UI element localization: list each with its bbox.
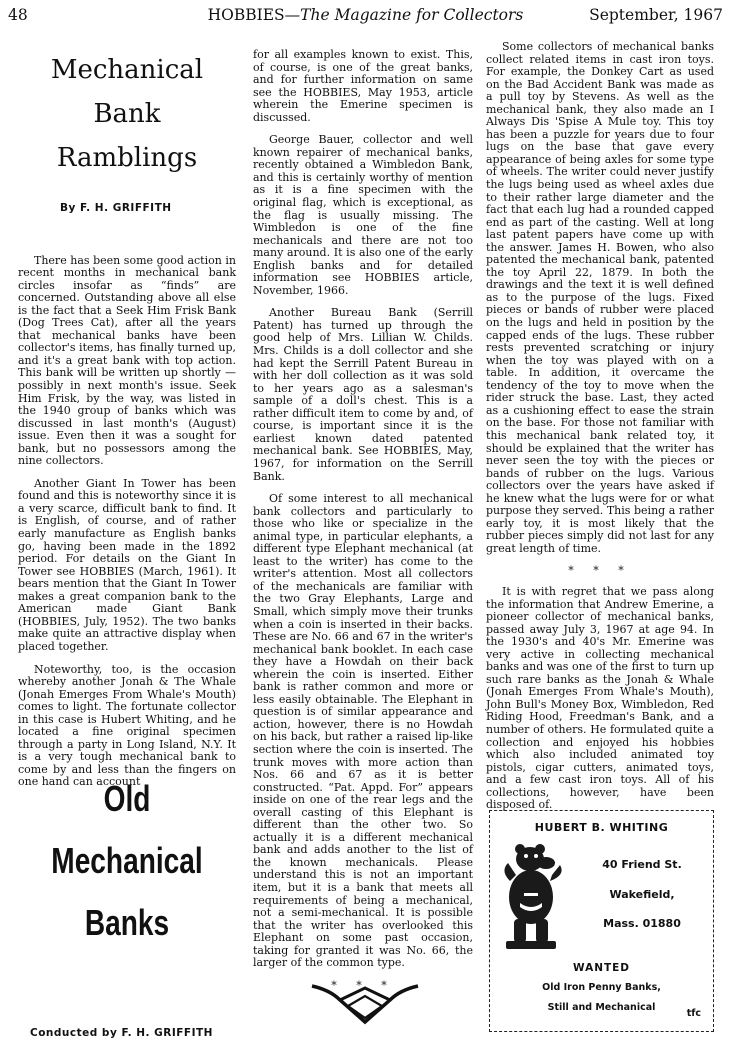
department-heading-line: Banks	[84, 902, 170, 943]
article-title-line: Mechanical	[50, 55, 204, 85]
paragraph: George Bauer, collector and well known repairer of mechanical banks, recently obtained a Wimbledon Bank, and this is certainly worthy of mention as it is a fine specimen with the original flag, which is exceptional, as the flag is usually missing. The Wimbledon is one of the fine mechanicals and there are not too many around. It is also one of the early English banks and for detailed information see HOBBIES article, November, 1966.	[253, 133, 473, 297]
page-header	[8, 6, 723, 30]
department-heading-line: Old	[103, 778, 151, 819]
column-3	[486, 41, 714, 822]
magazine-name: HOBBIES	[207, 6, 285, 24]
byline: By F. H. GRIFFITH	[60, 202, 172, 214]
advertiser-name: HUBERT B. WHITING	[534, 821, 669, 834]
article-title-line: Ramblings	[56, 143, 198, 173]
article-title	[18, 48, 236, 180]
ad-wanted-heading: WANTED	[572, 962, 631, 974]
department-byline: Conducted by F. H. GRIFFITH	[30, 1027, 213, 1039]
department-heading	[18, 768, 236, 954]
section-break: * * *	[568, 564, 632, 578]
article-title-line: Bank	[93, 99, 161, 129]
paragraph: Some collectors of mechanical banks collect related items in cast iron toys. For example, the Donkey Cart as used on the Bad Accident Bank was made as a pull toy by Stevens. As well as the mechanical bank, they also made an I Always Dis 'Spise A Mule toy. This toy has been a puzzle for years due to four lugs on the base that gave every appearance of being axles for some type of wheels. The writer could never justify the lugs being used as wheel axles due to their rather large diameter and the fact that each lug had a rounded capped end as part of the casting. Well at long last patent papers have come up with the answer. James H. Bowen, who also patented the mechanical bank, patented the toy April 22, 1879. In both the drawings and the text it is well defined as to the purpose of the lugs. Fixed pieces or bands of rubber were placed on the lugs and held in position by the capped ends of the lugs. These rubber rests prevented scratching or injury when the toy was played with on a table. In addition, it overcame the tendency of the toy to move when the rider struck the base. Last, they acted as a cushioning effect to ease the strain on the base. For those not familiar with this mechanical bank related toy, it should be explained that the writer has never seen the toy with the pieces or bands of rubber on the lugs. Various collectors over the years have asked if he knew what the lugs were for or what purpose they served. This being a rather early toy, it is most likely that the rubber pieces simply did not last for any great length of time.	[486, 40, 714, 555]
magazine-tagline: —The Magazine for Collectors	[284, 6, 524, 24]
column-2	[253, 49, 473, 1000]
ad-code: tfc	[686, 1008, 701, 1019]
column-1	[18, 46, 236, 799]
page-number: 48	[8, 6, 28, 24]
department-heading-line: Mechanical	[51, 840, 203, 881]
bear-icon	[500, 841, 572, 953]
ad-wanted-line: Old Iron Penny Banks,	[542, 982, 661, 993]
classified-advertisement	[489, 810, 714, 1032]
section-break: * * *	[331, 978, 395, 992]
paragraph: It is with regret that we pass along the information that Andrew Emerine, a pioneer collector of mechanical banks, passed away July 3, 1967 at age 94. In the 1930's and 40's Mr. Emerine was very active in collecting mechanical banks and was one of the first to turn up such rare banks as the Jonah & Whale (Jonah Emerges From Whale's Mouth), John Bull's Money Box, Wimbledon, Red Riding Hood, Freedman's Bank, and a number of others. He formulated quite a collection and enjoyed his hobbies which also included animated toy pistols, cigar cutters, animated toys, and a few cast iron toys. All of his collections, however, have been disposed of.	[486, 584, 714, 812]
advertiser-city: Wakefield,	[609, 888, 675, 901]
paragraph: Another Bureau Bank (Serrill Patent) has turned up through the good help of Mrs. Lillian W. Childs. Mrs. Childs is a doll collector and she had kept the Serrill Patent Bureau in with her doll collection as it was sold to her years ago as a salesman's sample of a doll's chest. This is a rather difficult item to come by and, of course, is important since it is the earliest known dated patented mechanical bank. See HOBBIES, May, 1967, for information on the Serrill Bank.	[253, 306, 473, 483]
paragraph: Another Giant In Tower has been found and this is noteworthy since it is a very scarce, difficult bank to find. It is English, of course, and of rather early manufacture as English banks go, having been made in the 1892 period. For details on the Giant In Tower see HOBBIES (March, 1961). It bears mention that the Giant In Tower makes a great companion bank to the American made Giant Bank (HOBBIES, July, 1952). The two banks make quite an attractive display when placed together.	[18, 476, 236, 653]
paragraph: Of some interest to all mechanical bank collectors and particularly to those who like or specialize in the animal type, in particular elephants, a different type Elephant mechanical (at least to the writer) has come to the writer's attention. Most all collectors of the mechanicals are familiar with the two Gray Elephants, Large and Small, which simply move their trunks when a coin is inserted in their backs. These are No. 66 and 67 in the writer's mechanical bank booklet. In each case they have a Howdah on their back wherein the coin is inserted. Either bank is rather common and more or less easily obtainable. The Elephant in question is of similar appearance and action, however, there is no Howdah on his back, but rather a raised lip-like section where the coin is inserted. The trunk moves with more action than Nos. 66 and 67 as it is better constructed. “Pat. Appd. For” appears inside on one of the rear legs and the overall casting of this Elephant is different than the other two. So actually it is a different mechanical bank and adds another to the list of the known mechanicals. Please understand this is not an important item, but it is a bank that meets all requirements of being a mechanical, not a semi-mechanical. It is possible that the writer has overlooked this Elephant on some past occasion, taking for granted it was No. 66, the larger of the common type.	[253, 492, 473, 970]
issue-date: September, 1967	[589, 6, 723, 24]
advertiser-state-zip: Mass. 01880	[603, 917, 681, 930]
paragraph: There has been some good action in recent months in mechanical bank circles insofar as “finds” are concerned. Outstanding above all else is the fact that a Seek Him Frisk Bank (Dog Trees Cat), after all the years that mechanical banks have been collector's items, has finally turned up, and it's a great bank with top action. This bank will be written up shortly —possibly in next month's issue. Seek Him Frisk, by the way, was listed in the 1940 group of banks which was discussed in last month's (August) issue. Even then it was a sought for bank, but no possessors among the nine collectors.	[18, 253, 236, 468]
paragraph: Noteworthy, too, is the occasion whereby another Jonah & The Whale (Jonah Emerges From Whale's Mouth) comes to light. The fortunate collector in this case is Hubert Whiting, and he located a fine original specimen through a party in Long Island, N.Y. It is a very tough mechanical bank to come by and less than the fingers on one hand can account	[18, 662, 236, 789]
ad-wanted-line: Still and Mechanical	[547, 1002, 656, 1013]
paragraph: for all examples known to exist. This, of course, is one of the great banks, and for further information on same see the HOBBIES, May 1953, article wherein the Emerine specimen is discussed.	[253, 48, 473, 124]
ornament-icon	[310, 984, 420, 1028]
advertiser-street: 40 Friend St.	[602, 858, 682, 871]
